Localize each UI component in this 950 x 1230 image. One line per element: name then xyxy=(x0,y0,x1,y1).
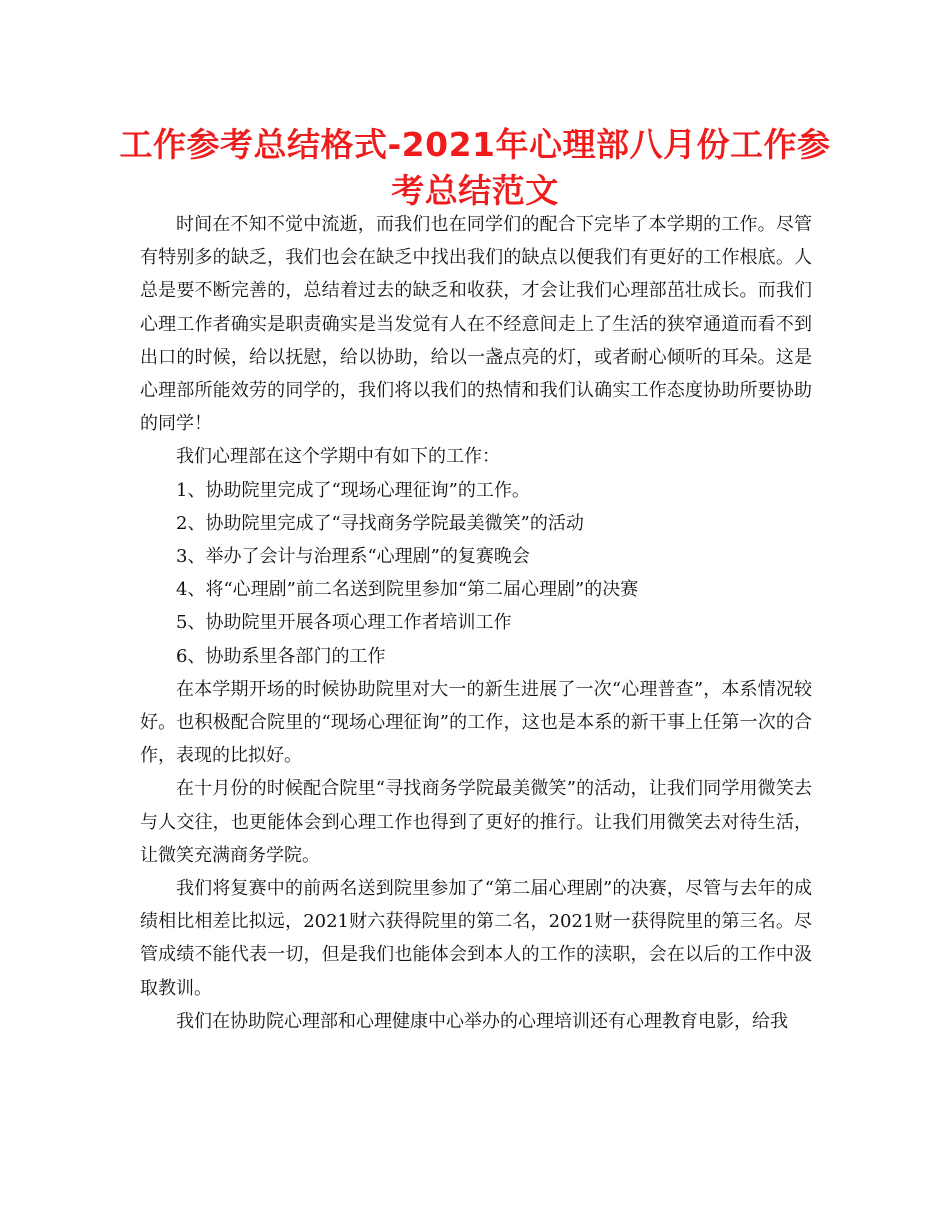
work-list-intro: 我们心理部在这个学期中有如下的工作： xyxy=(176,446,500,468)
document-body xyxy=(140,208,812,1038)
semester-start-paragraph: 在本学期开场的时候协助院里对大一的新生进展了一次“心理普查”，本系情况较好。也积极配合院里的“现场心理征询”的工作，这也是本系的新干事上任第一次的合作，表现的比拟好。 xyxy=(140,678,812,767)
training-paragraph: 我们在协助院心理部和心理健康中心举办的心理培训还有心理教育电影，给我 xyxy=(176,1010,788,1032)
document-title: 工作参考总结格式-2021年心理部八月份工作参考总结范文 xyxy=(119,125,831,210)
list-item: 5、协助院里开展各项心理工作者培训工作 xyxy=(176,612,512,634)
october-activity-paragraph: 在十月份的时候配合院里“寻找商务学院最美微笑”的活动，让我们同学用微笑去与人交往，也更能体会到心理工作也得到了更好的推行。让我们用微笑去对待生活，让微笑充满商务学院。 xyxy=(140,778,812,866)
intro-paragraph: 时间在不知不觉中流逝，而我们也在同学们的配合下完毕了本学期的工作。尽管有特别多的缺乏，我们也会在缺乏中找出我们的缺点以便我们有更好的工作根底。人总是要不断完善的，总结着过去的缺乏和收获，才会让我们心理部茁壮成长。而我们心理工作者确实是职责确实是当发觉有人在不经意间走上了生活的狭窄通道而看不到出口的时候，给以抚慰，给以协助，给以一盏点亮的灯，或者耐心倾听的耳朵。这是心理部所能效劳的同学的，我们将以我们的热情和我们认确实工作态度协助所要协助的同学！ xyxy=(140,214,812,435)
drama-final-paragraph: 我们将复赛中的前两名送到院里参加了“第二届心理剧”的决赛，尽管与去年的成绩相比相差比拟远，2021财六获得院里的第二名，2021财一获得院里的第三名。尽管成绩不能代表一切，但是我们也能体会到本人的工作的渎职，会在以后的工作中汲取教训。 xyxy=(140,878,812,999)
list-item: 1、协助院里完成了“现场心理征询”的工作。 xyxy=(176,479,530,501)
list-item: 6、协助系里各部门的工作 xyxy=(176,645,386,667)
list-item: 3、举办了会计与治理系“心理剧”的复赛晚会 xyxy=(176,546,530,568)
list-item: 2、协助院里完成了“寻找商务学院最美微笑”的活动 xyxy=(176,512,584,534)
list-item: 4、将“心理剧”前二名送到院里参加“第二届心理剧”的决赛 xyxy=(176,579,639,601)
